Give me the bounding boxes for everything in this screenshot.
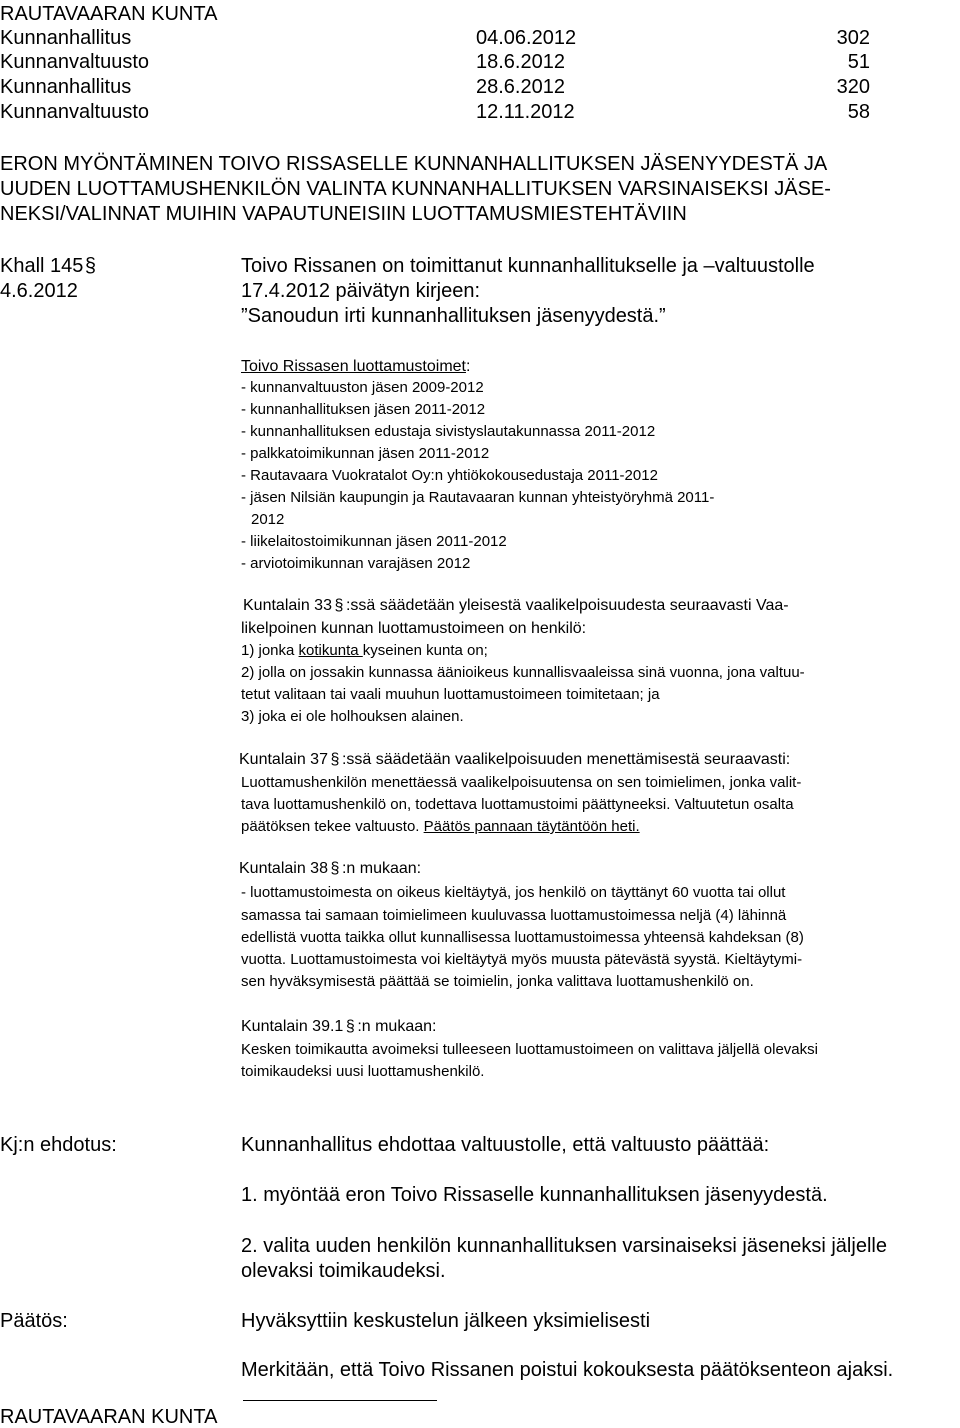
meeting-number: 320	[836, 76, 870, 98]
law38-heading: Kuntalain 38 § :n mukaan:	[239, 858, 421, 880]
meeting-date: 18.6.2012	[476, 51, 565, 73]
meeting-date: 28.6.2012	[476, 76, 565, 98]
khall-quote: ”Sanoudun irti kunnanhallituksen jäsenyydestä.”	[241, 305, 666, 327]
law37-text: Luottamushenkilön menettäessä vaalikelpoisuutensa on sen toimielimen, jonka valit-	[241, 774, 802, 791]
list-item: - kunnanhallituksen jäsen 2011-2012	[241, 401, 486, 418]
law38-text: sen hyväksymisestä päättää se toimielin, jonka valittava luottamushenkilö on.	[241, 973, 754, 990]
law38-text: vuotta. Luottamustoimesta voi kieltäytyä myös muusta pätevästä syystä. Kieltäytymi-	[241, 951, 803, 968]
law33-item: tetut valitaan tai vaali muuhun luottamustoimeen toimitetaan; ja	[241, 686, 660, 703]
law39-heading: Kuntalain 39.1 § :n mukaan:	[241, 1016, 436, 1038]
law37-text: päätöksen tekee valtuusto. Päätös pannaan täytäntöön heti.	[241, 818, 640, 835]
law33-item: 2) jolla on jossakin kunnassa äänioikeus kunnallisvaaleissa sinä vuonna, jona valtuu-	[241, 664, 805, 681]
list-item: - liikelaitostoimikunnan jäsen 2011-2012	[241, 533, 507, 550]
title-line: NEKSI/VALINNAT MUIHIN VAPAUTUNEISIIN LUOTTAMUSMIESTEHTÄVIIN	[0, 203, 687, 225]
kotikunta-term: kotikunta	[298, 642, 363, 659]
list-item: - kunnanhallituksen edustaja sivistyslautakunnassa 2011-2012	[241, 423, 656, 440]
meeting-date: 12.11.2012	[476, 101, 575, 123]
meeting-number: 58	[847, 101, 870, 123]
law37-text: tava luottamushenkilö on, todettava luottamustoimi päättyneeksi. Valtuutetun osalta	[241, 796, 794, 813]
list-item: - Rautavaara Vuokratalot Oy:n yhtiökokousedustaja 2011-2012	[241, 467, 658, 484]
footer-org: RAUTAVAARAN KUNTA	[0, 1406, 218, 1428]
section-sign: §	[334, 597, 344, 614]
section-sign: §	[330, 751, 340, 768]
meeting-body: Kunnanhallitus	[0, 76, 132, 98]
khall-text: Toivo Rissanen on toimittanut kunnanhallitukselle ja –valtuustolle	[241, 255, 815, 277]
law33-item: 1) jonka kotikunta kyseinen kunta on;	[241, 642, 488, 659]
list-item: - palkkatoimikunnan jäsen 2011-2012	[241, 445, 490, 462]
proposal-label: Kj:n ehdotus:	[0, 1134, 117, 1156]
section-sign: §	[330, 860, 340, 877]
title-line: UUDEN LUOTTAMUSHENKILÖN VALINTA KUNNANHALLITUKSEN VARSINAISEKSI JÄSE-	[0, 178, 831, 200]
law33-text: likelpoinen kunnan luottamustoimeen on henkilö:	[241, 620, 587, 637]
proposal-item: olevaksi toimikaudeksi.	[241, 1260, 446, 1282]
meeting-body: Kunnanvaltuusto	[0, 51, 150, 73]
law38-text: - luottamustoimesta on oikeus kieltäytyä, jos henkilö on täyttänyt 60 vuotta tai ollut	[241, 884, 786, 901]
proposal-item: 1. myöntää eron Toivo Rissaselle kunnanhallituksen jäsenyydestä.	[241, 1184, 828, 1206]
title-line: ERON MYÖNTÄMINEN TOIVO RISSASELLE KUNNANHALLITUKSEN JÄSENYYDESTÄ JA	[0, 153, 828, 175]
law33-heading: Kuntalain 33 § :ssä säädetään yleisestä vaalikelpoisuudesta seuraavasti Vaa-	[243, 595, 789, 617]
law33-item: 3) joka ei ole holhouksen alainen.	[241, 708, 464, 725]
section-sign: §	[84, 255, 96, 277]
signature-line	[243, 1400, 437, 1401]
list-item-continuation: 2012	[251, 511, 285, 528]
list-item: - kunnanvaltuuston jäsen 2009-2012	[241, 379, 484, 396]
meeting-number: 302	[836, 27, 870, 49]
law39-text: toimikaudeksi uusi luottamushenkilö.	[241, 1063, 485, 1080]
khall-text: 17.4.2012 päivätyn kirjeen:	[241, 280, 481, 302]
decision-note: Merkitään, että Toivo Rissanen poistui kokouksesta päätöksenteon ajaksi.	[241, 1359, 894, 1381]
law39-text: Kesken toimikautta avoimeksi tulleeseen luottamustoimeen on valittava jäljellä olevaksi	[241, 1041, 818, 1058]
meeting-body: Kunnanvaltuusto	[0, 101, 150, 123]
decision-label: Päätös:	[0, 1310, 68, 1332]
meeting-number: 51	[847, 51, 870, 73]
proposal-intro: Kunnanhallitus ehdottaa valtuustolle, että valtuusto päättää:	[241, 1134, 770, 1156]
decision-text: Hyväksyttiin keskustelun jälkeen yksimielisesti	[241, 1310, 651, 1332]
meeting-date: 04.06.2012	[476, 27, 577, 49]
org-name: RAUTAVAARAN KUNTA	[0, 3, 218, 25]
duties-heading: Toivo Rissasen luottamustoimet:	[241, 358, 471, 375]
section-sign: §	[345, 1018, 355, 1035]
khall-label: Khall 145§	[0, 255, 96, 277]
law37-heading: Kuntalain 37 § :ssä säädetään vaalikelpoisuuden menettämisestä seuraavasti:	[239, 749, 790, 771]
proposal-item: 2. valita uuden henkilön kunnanhallituksen varsinaiseksi jäseneksi jäljelle	[241, 1235, 887, 1257]
list-item: - arviotoimikunnan varajäsen 2012	[241, 555, 471, 572]
law38-text: edellistä vuotta taikka ollut kunnallisessa luottamustoimessa yhteensä kahdeksan (8)	[241, 929, 804, 946]
enforcement-note: Päätös pannaan täytäntöön heti.	[423, 818, 640, 835]
khall-date: 4.6.2012	[0, 280, 78, 302]
meeting-body: Kunnanhallitus	[0, 27, 132, 49]
law38-text: samassa tai samaan toimielimeen kuuluvassa luottamustoimessa neljä (4) lähinnä	[241, 907, 787, 924]
list-item: - jäsen Nilsiän kaupungin ja Rautavaaran kunnan yhteistyöryhmä 2011-	[241, 489, 715, 506]
